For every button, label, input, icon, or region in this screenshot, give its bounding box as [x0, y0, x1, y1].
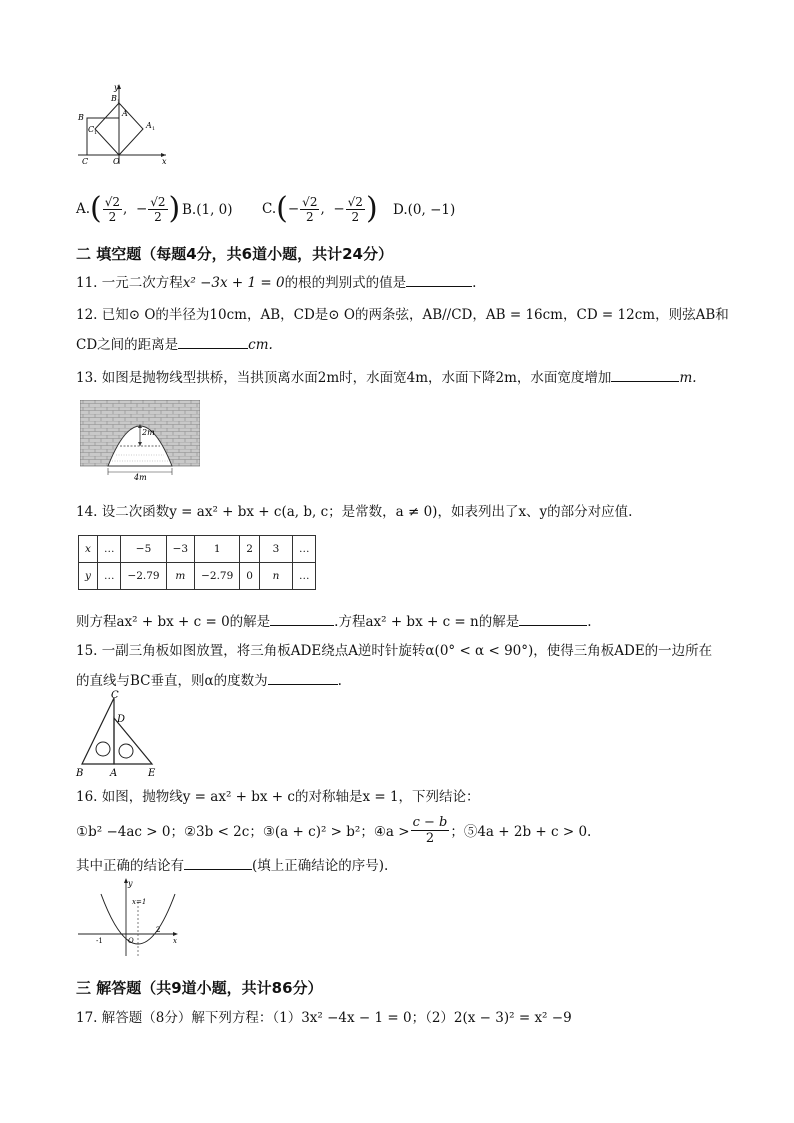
question-16-line3: 其中正确的结论有 (填上正确结论的序号). — [76, 858, 389, 874]
rotation-figure — [72, 80, 172, 166]
label-a1: A — [146, 121, 152, 130]
table-row: x … −5 −3 1 2 3 … — [79, 536, 316, 563]
label-b: B — [78, 113, 84, 122]
answer-blank[interactable] — [184, 857, 252, 870]
question-11: 11. 一元二次方程x² −3x + 1 = 0的根的判别式的值是 . — [76, 275, 477, 291]
label-2: 2 — [156, 926, 161, 934]
question-12-line1: 12. 已知⊙ O的半径为10cm，AB，CD是⊙ O的两条弦，AB//CD，AB = 16cm，CD = 12cm，则弦AB和 — [76, 307, 729, 323]
question-14-answers: 则方程ax² + bx + c = 0的解是 .方程ax² + bx + c = n的解是 . — [76, 614, 592, 630]
label-minus1: -1 — [96, 937, 103, 945]
arch-bridge-figure — [80, 400, 200, 482]
answer-blank[interactable] — [270, 613, 334, 626]
section-heading-fill-blank: 二 填空题（每题4分，共6道小题，共计24分） — [76, 245, 393, 263]
answer-blank[interactable] — [611, 369, 679, 382]
label-c1: C — [88, 125, 95, 134]
answer-blank[interactable] — [519, 613, 587, 626]
question-14-line1: 14. 设二次函数y = ax² + bx + c(a, b, c；是常数，a ≠ 0)，如表列出了x、y的部分对应值. — [76, 504, 633, 520]
fraction: $\frac{c - b}{2}$ — [412, 814, 448, 846]
question-13: 13. 如图是抛物线型拱桥，当拱顶离水面2m时，水面宽4m，水面下降2m，水面宽度增加 m. — [76, 370, 697, 386]
label-a: A — [110, 768, 118, 778]
answer-blank[interactable] — [268, 672, 338, 685]
label-x: x — [173, 937, 177, 945]
q10-option-c: C. ( − $\frac{√2}{2}$ , − $\frac{√2}{2}$ ) — [262, 191, 378, 226]
label-o: O — [113, 157, 120, 166]
label-e: E — [148, 768, 156, 778]
label-y: y — [114, 83, 119, 92]
label-d: D — [117, 714, 126, 725]
svg-text:1: 1 — [94, 130, 98, 136]
fraction: $\frac{√2}{2}$ — [150, 194, 166, 224]
answer-blank[interactable] — [178, 336, 248, 349]
answer-blank[interactable] — [406, 274, 472, 287]
label-symmetry: x=1 — [132, 898, 147, 906]
svg-text:1: 1 — [117, 99, 121, 105]
section-heading-answer: 三 解答题（共9道小题，共计86分） — [76, 979, 323, 997]
triangle-set-figure — [72, 688, 168, 778]
label-b1: B — [111, 94, 117, 103]
table-row: y … −2.79 m −2.79 0 n … — [79, 563, 316, 590]
q10-option-b: B.(1, 0) — [182, 202, 233, 218]
svg-text:1: 1 — [152, 126, 156, 132]
label-width: 4m — [134, 473, 147, 482]
label-c: C — [111, 690, 119, 701]
fraction: $\frac{√2}{2}$ — [347, 194, 363, 224]
label-y: y — [128, 879, 133, 888]
label-a: A — [122, 109, 128, 118]
question-16-line1: 16. 如图，抛物线y = ax² + bx + c的对称轴是x = 1，下列结论： — [76, 789, 480, 805]
label-height: 2m — [142, 428, 155, 437]
label-b: B — [76, 768, 84, 778]
question-16-conclusions: ①b² −4ac > 0；②3b < 2c；③(a + c)² > b²；④a > $\frac{c - b}{2}$ ；⑤4a + 2b + c > 0. — [76, 814, 592, 846]
parabola-figure — [76, 876, 182, 958]
fraction: $\frac{√2}{2}$ — [302, 194, 318, 224]
q10-option-a: A. ( $\frac{√2}{2}$ , − $\frac{√2}{2}$ ) — [76, 191, 181, 226]
question-15-line1: 15. 一副三角板如图放置，将三角板ADE绕点A逆时针旋转α(0° < α < 90°)，使得三角板ADE的一边所在 — [76, 643, 713, 659]
fraction: $\frac{√2}{2}$ — [104, 194, 121, 224]
value-table — [78, 535, 316, 590]
label-c: C — [82, 157, 89, 166]
label-x: x — [162, 157, 167, 166]
question-15-line2: 的直线与BC垂直，则α的度数为 . — [76, 673, 342, 689]
q10-option-d: D.(0, −1) — [393, 202, 456, 218]
question-12-line2: CD之间的距离是 cm. — [76, 337, 273, 353]
label-o: O — [128, 937, 134, 945]
question-17: 17. 解答题（8分）解下列方程：（1）3x² −4x − 1 = 0；（2）2(x − 3)² = x² −9 — [76, 1010, 572, 1026]
